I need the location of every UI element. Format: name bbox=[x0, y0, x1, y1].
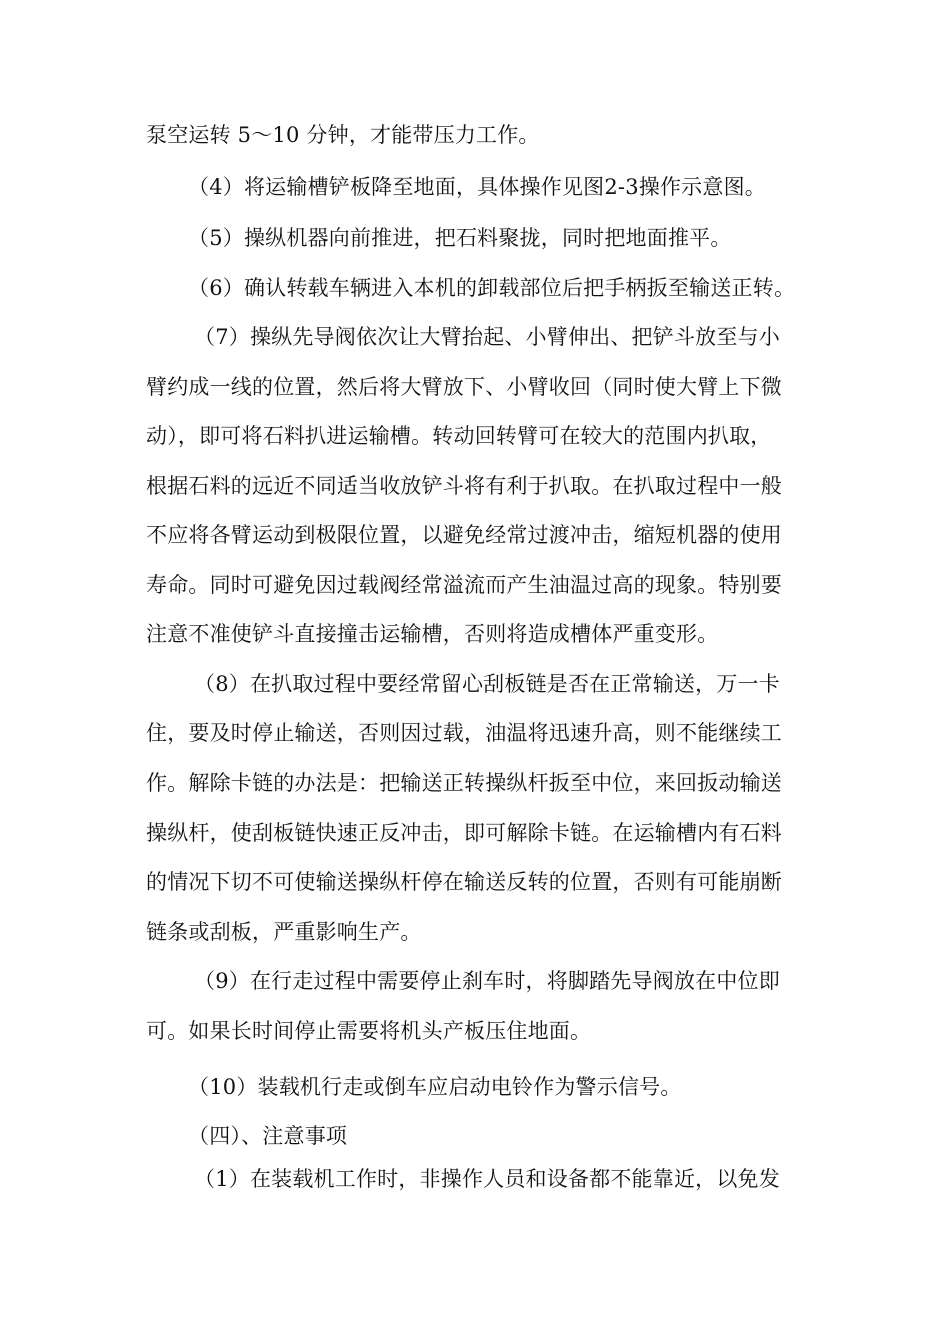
text-line: （10）装载机行走或倒车应启动电铃作为警示信号。 bbox=[188, 1075, 682, 1099]
text-line: 链条或刮板，严重影响生产。 bbox=[146, 920, 422, 944]
text-line: （1）在装载机工作时，非操作人员和设备都不能靠近，以免发 bbox=[194, 1167, 780, 1191]
text-line: 根据石料的远近不同适当收放铲斗将有利于扒取。在扒取过程中一般 bbox=[146, 474, 782, 498]
text-line: 住，要及时停止输送，否则因过载，油温将迅速升高，则不能继续工 bbox=[146, 721, 782, 745]
text-line: （5）操纵机器向前推进，把石料聚拢，同时把地面推平。 bbox=[188, 226, 732, 250]
text-line: （4）将运输槽铲板降至地面，具体操作见图2-3操作示意图。 bbox=[188, 175, 766, 199]
text-line: 的情况下切不可使输送操纵杆停在输送反转的位置，否则有可能崩断 bbox=[146, 870, 782, 894]
text-line: 可。如果长时间停止需要将机头产板压住地面。 bbox=[146, 1019, 592, 1043]
text-line: 不应将各臂运动到极限位置，以避免经常过渡冲击，缩短机器的使用 bbox=[146, 523, 782, 547]
text-line: 操纵杆，使刮板链快速正反冲击，即可解除卡链。在运输槽内有石料 bbox=[146, 821, 782, 845]
section-heading: （四）、注意事项 bbox=[188, 1124, 348, 1148]
text-line: 寿命。同时可避免因过载阀经常溢流而产生油温过高的现象。特别要 bbox=[146, 573, 782, 597]
text-line: （9）在行走过程中需要停止刹车时，将脚踏先导阀放在中位即 bbox=[194, 969, 780, 993]
text-line: 注意不准使铲斗直接撞击运输槽，否则将造成槽体严重变形。 bbox=[146, 622, 719, 646]
text-line: （8）在扒取过程中要经常留心刮板链是否在正常输送，万一卡 bbox=[194, 672, 780, 696]
text-line: 泵空运转 5～10 分钟，才能带压力工作。 bbox=[146, 123, 540, 147]
text-line: 作。解除卡链的办法是：把输送正转操纵杆扳至中位，来回扳动输送 bbox=[146, 771, 782, 795]
text-line: 动），即可将石料扒进运输槽。转动回转臂可在较大的范围内扒取， bbox=[146, 424, 772, 448]
text-line: 臂约成一线的位置，然后将大臂放下、小臂收回（同时使大臂上下微 bbox=[146, 375, 782, 399]
text-line: （7）操纵先导阀依次让大臂抬起、小臂伸出、把铲斗放至与小 bbox=[194, 325, 780, 349]
text-line: （6）确认转载车辆进入本机的卸载部位后把手柄扳至输送正转。 bbox=[188, 276, 796, 300]
